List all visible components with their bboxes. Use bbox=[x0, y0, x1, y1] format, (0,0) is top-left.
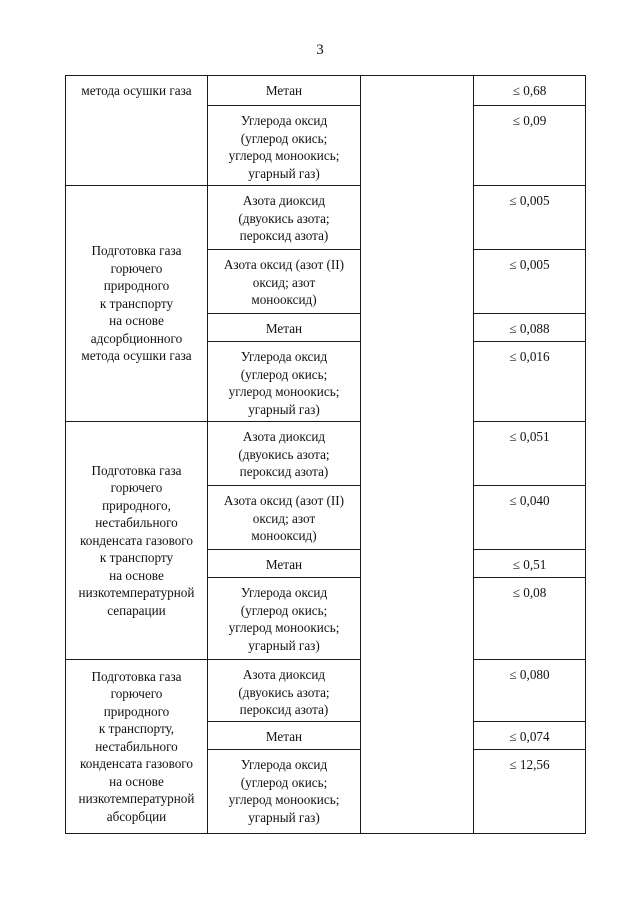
substance-cell bbox=[208, 550, 361, 578]
substance-line: (двуокись азота; bbox=[238, 684, 330, 700]
process-line: абсорбции bbox=[106, 808, 167, 824]
process-line: природного bbox=[103, 703, 170, 719]
process-line: нестабильного bbox=[95, 738, 178, 754]
process-line: на основе bbox=[109, 773, 164, 789]
substance-line: угарный газ) bbox=[248, 165, 320, 181]
process-cell bbox=[66, 660, 208, 834]
limit-value-cell: ≤ 0,005 bbox=[474, 186, 586, 250]
table-row bbox=[66, 76, 586, 106]
substance-line: Азота диоксид bbox=[242, 193, 326, 208]
substance-line: Метан bbox=[265, 83, 303, 98]
process-line: конденсата газового bbox=[79, 756, 193, 772]
process-line: конденсата газового bbox=[79, 532, 193, 548]
substance-line: пероксид азота) bbox=[239, 702, 329, 717]
process-cell bbox=[66, 76, 208, 186]
substance-line: пероксид азота) bbox=[239, 228, 329, 243]
substance-line: угарный газ) bbox=[248, 809, 320, 825]
substance-cell bbox=[208, 186, 361, 250]
substance-line: Углерода оксид bbox=[240, 113, 328, 128]
table-row bbox=[66, 422, 586, 486]
page-number: 3 bbox=[316, 42, 324, 58]
process-line: горючего bbox=[110, 686, 163, 702]
limit-value-cell: ≤ 0,09 bbox=[474, 106, 586, 186]
substance-line: Метан bbox=[265, 321, 303, 336]
process-line: Подготовка газа bbox=[91, 668, 182, 684]
substance-line: Азота диоксид bbox=[242, 429, 326, 444]
substance-cell bbox=[208, 342, 361, 422]
limit-value-cell: ≤ 0,088 bbox=[474, 314, 586, 342]
substance-cell bbox=[208, 422, 361, 486]
substance-line: пероксид азота) bbox=[239, 464, 329, 479]
process-line: адсорбционного bbox=[90, 330, 183, 346]
substance-line: углерод моноокись; bbox=[228, 148, 340, 163]
process-line: нестабильного bbox=[95, 515, 178, 531]
substance-line: монооксид) bbox=[251, 528, 317, 543]
substance-line: Углерода оксид bbox=[240, 757, 328, 772]
substance-line: углерод моноокись; bbox=[228, 384, 340, 399]
process-line: к транспорту, bbox=[98, 721, 175, 737]
process-line: горючего bbox=[110, 480, 163, 496]
emissions-table bbox=[65, 75, 586, 834]
substance-line: Метан bbox=[265, 557, 303, 572]
substance-line: Азота оксид (азот (II) bbox=[223, 257, 345, 272]
process-cell bbox=[66, 422, 208, 660]
substance-line: оксид; азот bbox=[252, 510, 316, 526]
process-line: на основе bbox=[109, 567, 164, 583]
process-line: природного, bbox=[102, 497, 171, 513]
table-row bbox=[66, 660, 586, 722]
substance-cell bbox=[208, 722, 361, 750]
substance-line: Углерода оксид bbox=[240, 585, 328, 600]
substance-line: (двуокись азота; bbox=[238, 446, 330, 462]
process-line: Подготовка газа bbox=[91, 462, 182, 478]
substance-line: углерод моноокись; bbox=[228, 620, 340, 635]
limit-value-cell: ≤ 0,074 bbox=[474, 722, 586, 750]
substance-cell bbox=[208, 486, 361, 550]
process-line: метода осушки газа bbox=[81, 348, 192, 364]
limit-value-cell: ≤ 0,005 bbox=[474, 250, 586, 314]
table-row bbox=[66, 186, 586, 250]
empty-column-cell bbox=[361, 76, 474, 834]
substance-line: углерод моноокись; bbox=[228, 792, 340, 807]
process-line: к транспорту bbox=[99, 550, 174, 566]
limit-value-cell: ≤ 0,08 bbox=[474, 578, 586, 660]
process-cell bbox=[66, 186, 208, 422]
limit-value-cell: ≤ 0,68 bbox=[474, 76, 586, 106]
substance-line: Азота диоксид bbox=[242, 667, 326, 682]
process-line: сепарации bbox=[107, 602, 166, 618]
substance-cell bbox=[208, 250, 361, 314]
substance-line: Азота оксид (азот (II) bbox=[223, 493, 345, 508]
process-line: горючего bbox=[110, 260, 163, 276]
substance-cell bbox=[208, 314, 361, 342]
limit-value-cell: ≤ 0,051 bbox=[474, 422, 586, 486]
limit-value-cell: ≤ 0,040 bbox=[474, 486, 586, 550]
substance-line: монооксид) bbox=[251, 292, 317, 307]
substance-line: Углерода оксид bbox=[240, 349, 328, 364]
substance-line: (двуокись азота; bbox=[238, 210, 330, 226]
substance-cell bbox=[208, 750, 361, 834]
substance-cell bbox=[208, 660, 361, 722]
limit-value-cell: ≤ 0,080 bbox=[474, 660, 586, 722]
substance-line: Метан bbox=[265, 729, 303, 744]
process-line: на основе bbox=[109, 313, 164, 329]
process-line: низкотемпературной bbox=[78, 791, 195, 807]
process-line: низкотемпературной bbox=[78, 585, 195, 601]
limit-value-cell: ≤ 0,51 bbox=[474, 550, 586, 578]
substance-line: (углерод окись; bbox=[240, 602, 328, 618]
substance-line: (углерод окись; bbox=[240, 774, 328, 790]
substance-line: (углерод окись; bbox=[240, 366, 328, 382]
process-line: природного bbox=[103, 278, 170, 294]
limit-value-cell: ≤ 12,56 bbox=[474, 750, 586, 834]
process-line: метода осушки газа bbox=[81, 83, 192, 98]
substance-line: (углерод окись; bbox=[240, 130, 328, 146]
substance-line: оксид; азот bbox=[252, 274, 316, 290]
substance-cell bbox=[208, 106, 361, 186]
substance-cell bbox=[208, 76, 361, 106]
substance-line: угарный газ) bbox=[248, 401, 320, 417]
substance-cell bbox=[208, 578, 361, 660]
substance-line: угарный газ) bbox=[248, 637, 320, 653]
process-line: Подготовка газа bbox=[91, 243, 182, 259]
process-line: к транспорту bbox=[99, 295, 174, 311]
limit-value-cell: ≤ 0,016 bbox=[474, 342, 586, 422]
